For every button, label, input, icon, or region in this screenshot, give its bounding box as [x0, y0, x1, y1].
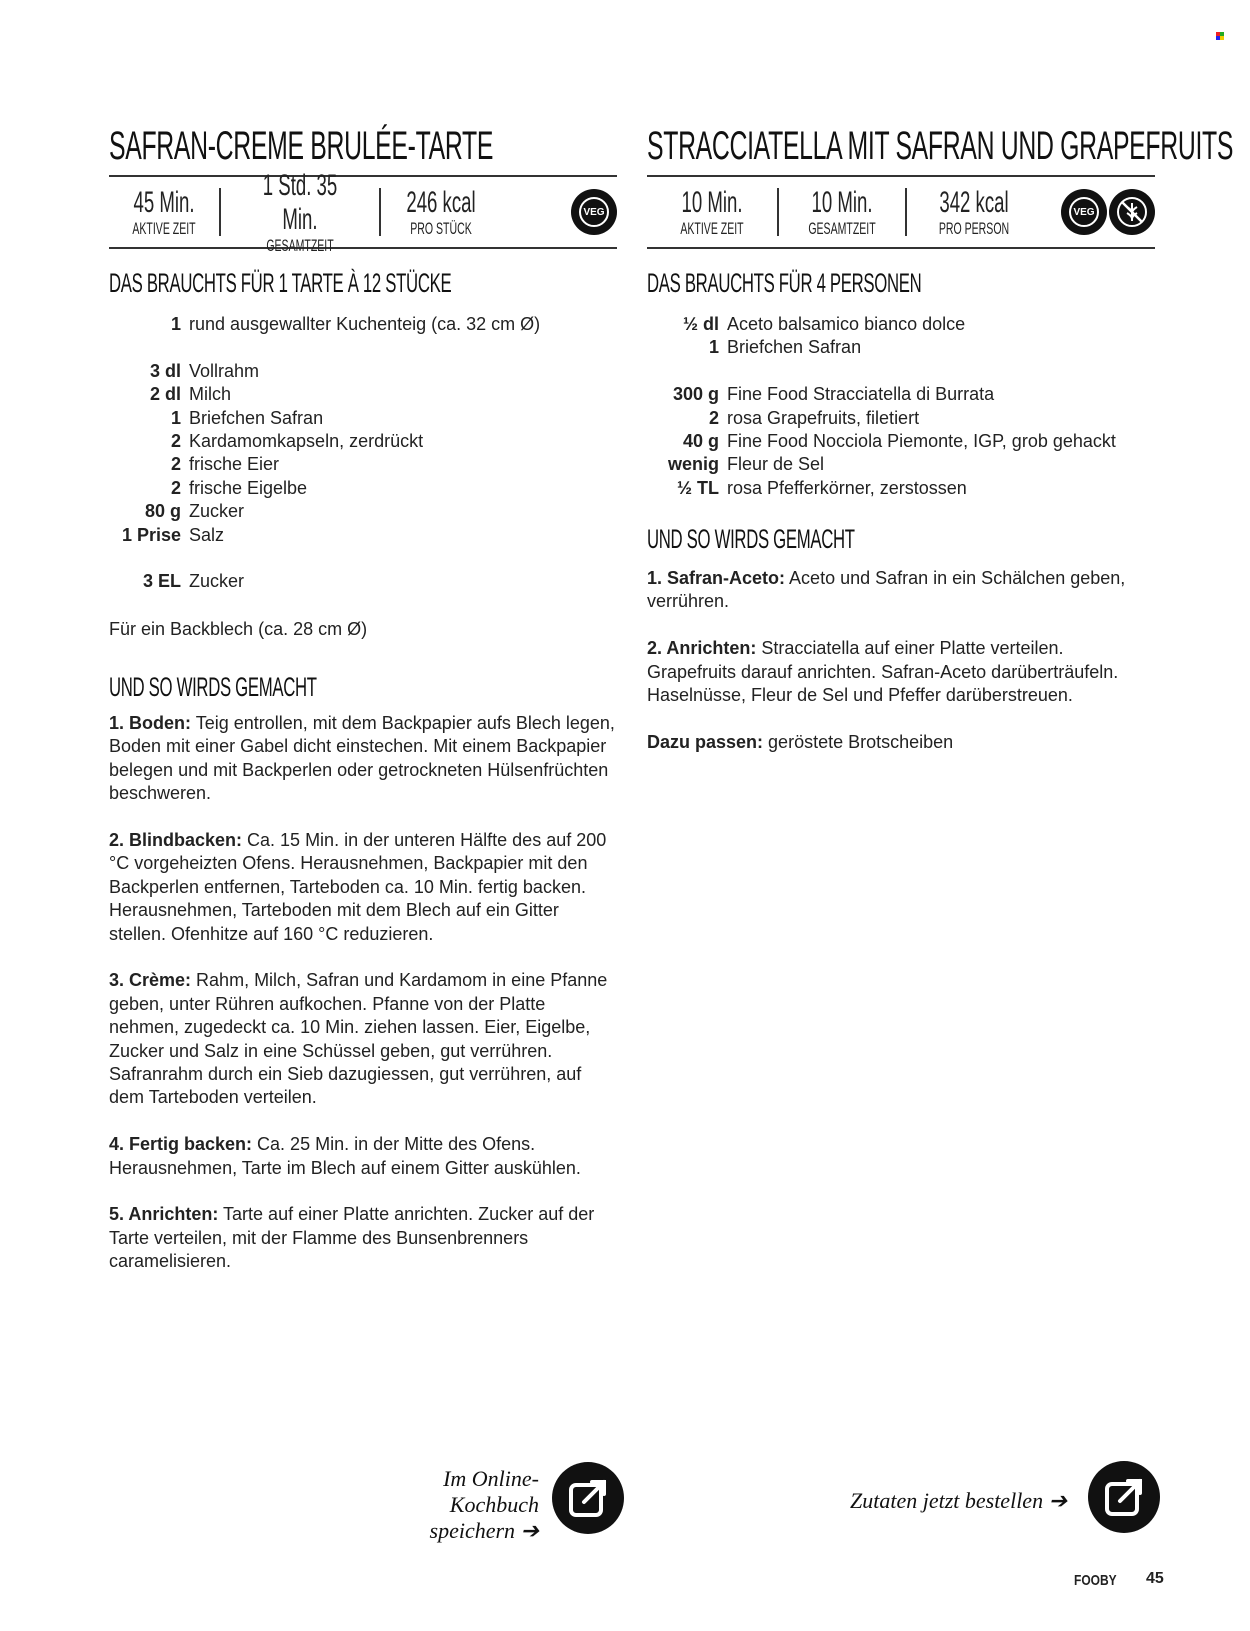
- step-label: Dazu passen:: [647, 731, 764, 752]
- ingredient-name: Milch: [189, 384, 232, 405]
- page-number: 45: [1146, 1570, 1164, 1587]
- ingredient-qty: 1: [170, 314, 181, 334]
- save-to-cookbook-link[interactable]: [359, 1466, 539, 1544]
- ingredients-heading: DAS BRAUCHTS FÜR 1 TARTE À 12 STÜCKE: [109, 268, 452, 298]
- ingredient-qty: 2: [170, 430, 181, 451]
- meta-kcal: [381, 186, 501, 238]
- step-text: Ca. 15 Min. in der unteren Hälfte des auf 200 °C vorgeheizten Ofens. Herausnehmen, Backpapier mit den Backperlen entfernen, Tarteboden ca. 10 Min. fertig backen. Herausnehmen, Tarteboden mit dem Blech auf ein Gitter stellen. Ofenhitze auf 160 °C reduzieren.: [109, 830, 607, 944]
- meta-value: 10 Min.: [681, 186, 743, 219]
- ingredient-qty: wenig: [667, 454, 719, 475]
- method-step: [647, 731, 1155, 754]
- order-ingredients-link[interactable]: [837, 1488, 1067, 1514]
- recipe-title: STRACCIATELLA MIT SAFRAN UND GRAPEFRUITS: [647, 124, 1234, 168]
- ingredient-row: [109, 500, 617, 523]
- step-label: 2. Anrichten:: [647, 638, 757, 659]
- gluten-free-icon: [1109, 189, 1155, 235]
- meta-kcal: [907, 186, 1041, 238]
- ingredient-name: Zucker: [189, 571, 245, 592]
- ingredient-row: [647, 477, 1155, 500]
- step-text: Ca. 25 Min. in der Mitte des Ofens. Herausnehmen, Tarte im Blech auf einem Gitter auskühlen.: [109, 1134, 581, 1178]
- ingredient-qty: 2 dl: [149, 384, 181, 405]
- print-color-marks: [1216, 32, 1224, 40]
- method-steps: [109, 712, 617, 1297]
- veg-badge-icon: VEG: [571, 189, 617, 235]
- method-steps: [647, 567, 1155, 778]
- ingredient-name: Fine Food Stracciatella di Burrata: [727, 384, 995, 405]
- ingredient-spacer: [109, 547, 617, 570]
- method-heading: UND SO WIRDS GEMACHT: [647, 524, 855, 554]
- ingredient-spacer: [647, 360, 1155, 383]
- ingredient-row: [109, 407, 617, 430]
- ingredient-row: [109, 570, 617, 593]
- ingredients-list: [647, 313, 1155, 500]
- ingredient-row: [647, 313, 1155, 336]
- meta-label: PRO STÜCK: [410, 219, 472, 238]
- ingredient-qty: 3 EL: [142, 571, 181, 592]
- veg-badge-icon: VEG: [1061, 189, 1107, 235]
- ingredient-row: [109, 453, 617, 476]
- cta-line: Zutaten jetzt bestellen ➔: [849, 1488, 1067, 1513]
- ingredient-name: Salz: [189, 524, 225, 545]
- ingredient-row: [109, 383, 617, 406]
- meta-label: PRO PERSON: [938, 219, 1010, 238]
- ingredient-name: rund ausgewallter Kuchenteig (ca. 32 cm Ø): [189, 314, 541, 334]
- ingredient-row: [109, 360, 617, 383]
- step-label: 4. Fertig backen:: [109, 1134, 253, 1155]
- meta-label: GESAMTZEIT: [266, 236, 334, 255]
- ingredient-row: [109, 313, 617, 336]
- meta-value: 10 Min.: [811, 186, 873, 219]
- ingredient-qty: 2: [170, 454, 181, 475]
- meta-value: 342 kcal: [939, 186, 1009, 219]
- ingredient-qty: ½ dl: [682, 314, 719, 334]
- meta-active-time: [647, 186, 777, 238]
- ingredient-row: [647, 336, 1155, 359]
- method-heading: UND SO WIRDS GEMACHT: [109, 672, 317, 702]
- ingredient-qty: 2: [708, 407, 719, 428]
- ingredient-name: Fine Food Nocciola Piemonte, IGP, grob gehackt: [727, 430, 1116, 451]
- ingredient-qty: 1: [170, 407, 181, 428]
- step-label: 5. Anrichten:: [109, 1204, 219, 1225]
- step-text: Teig entrollen, mit dem Backpapier aufs Blech legen, Boden mit einer Gabel dicht einstechen. Mit einem Backpapier belegen und mit Backperlen oder getrockneten Hülsenfrüchten beschweren.: [109, 713, 615, 804]
- ingredient-row: [109, 524, 617, 547]
- method-step: [647, 637, 1155, 707]
- ingredient-qty: 2: [170, 477, 181, 498]
- ingredient-name: rosa Pfefferkörner, zerstossen: [727, 477, 967, 498]
- step-label: 3. Crème:: [109, 970, 192, 991]
- meta-value: 246 kcal: [406, 186, 476, 219]
- method-step: [109, 712, 617, 806]
- meta-label: GESAMTZEIT: [808, 219, 876, 238]
- method-step: [109, 969, 617, 1109]
- ingredient-name: Briefchen Safran: [727, 337, 862, 358]
- ingredient-row: [647, 453, 1155, 476]
- ingredient-row: [647, 407, 1155, 430]
- ingredient-qty: 3 dl: [149, 360, 181, 381]
- meta-active-time: [109, 186, 219, 238]
- step-text: Rahm, Milch, Safran und Kardamom in eine Pfanne geben, unter Rühren aufkochen. Pfanne von der Platte nehmen, zugedeckt ca. 10 Min. ziehen lassen. Eier, Eigelbe, Zucker und Salz in eine Schüssel geben, gut verrühren. Safranrahm durch ein Sieb dazugiessen, gut verrühren, auf dem Tarteboden verteilen.: [109, 970, 608, 1108]
- ingredient-name: rosa Grapefruits, filetiert: [727, 407, 920, 428]
- cta-line: Im Online-Kochbuch: [443, 1466, 539, 1517]
- meta-value: 1 Std. 35 Min.: [262, 169, 338, 236]
- recipe-title: SAFRAN-CREME BRULÉE-TARTE: [109, 124, 494, 168]
- ingredient-name: Fleur de Sel: [727, 454, 825, 475]
- meta-label: AKTIVE ZEIT: [132, 219, 196, 238]
- method-step: [109, 829, 617, 946]
- ingredient-row: [647, 430, 1155, 453]
- external-link-icon[interactable]: [1088, 1461, 1160, 1533]
- cta-line: speichern ➔: [429, 1518, 539, 1543]
- method-step: [109, 1203, 617, 1273]
- step-label: 1. Safran-Aceto:: [647, 568, 786, 588]
- ingredient-qty: 300 g: [672, 384, 719, 405]
- step-label: 1. Boden:: [109, 713, 192, 733]
- ingredient-spacer: [109, 336, 617, 359]
- ingredient-name: frische Eigelbe: [189, 477, 308, 498]
- ingredient-name: Zucker: [189, 501, 245, 522]
- ingredient-name: frische Eier: [189, 454, 280, 475]
- recipe-meta-bar: [647, 175, 1155, 249]
- meta-value: 45 Min.: [133, 186, 195, 219]
- method-step: [109, 1133, 617, 1180]
- step-text: Stracciatella auf einer Platte verteilen. Grapefruits darauf anrichten. Safran-Aceto darüberträufeln. Haselnüsse, Fleur de Sel und Pfeffer darüberstreuen.: [647, 638, 1119, 706]
- ingredient-row: [109, 430, 617, 453]
- step-text: geröstete Brotscheiben: [763, 731, 954, 752]
- step-text: Tarte auf einer Platte anrichten. Zucker auf der Tarte verteilen, mit der Flamme des Bunsenbrenners caramelisieren.: [109, 1204, 595, 1272]
- ingredient-qty: 1: [708, 337, 719, 358]
- step-text: Aceto und Safran in ein Schälchen geben, verrühren.: [647, 568, 1126, 612]
- ingredient-qty: ½ TL: [676, 477, 719, 498]
- ingredient-qty: 40 g: [682, 430, 719, 451]
- ingredient-name: Kardamomkapseln, zerdrückt: [189, 430, 424, 451]
- ingredient-row: [647, 383, 1155, 406]
- method-step: [647, 567, 1155, 614]
- ingredient-qty: 1 Prise: [121, 524, 181, 545]
- ingredients-heading: DAS BRAUCHTS FÜR 4 PERSONEN: [647, 268, 922, 298]
- meta-total-time: [779, 186, 905, 238]
- meta-total-time: [221, 169, 379, 255]
- ingredient-name: Briefchen Safran: [189, 407, 324, 428]
- ingredient-row: [109, 477, 617, 500]
- recipe-meta-bar: [109, 169, 617, 255]
- external-link-icon[interactable]: [552, 1462, 624, 1534]
- ingredients-list: [109, 313, 617, 594]
- ingredient-qty: 80 g: [144, 501, 181, 522]
- meta-label: AKTIVE ZEIT: [680, 219, 744, 238]
- ingredient-name: Aceto balsamico bianco dolce: [727, 314, 966, 334]
- baking-tray-note: Für ein Backblech (ca. 28 cm Ø): [109, 619, 368, 639]
- brand-logo: FOOBY: [1074, 1572, 1117, 1589]
- step-label: 2. Blindbacken:: [109, 830, 243, 851]
- ingredient-name: Vollrahm: [189, 360, 260, 381]
